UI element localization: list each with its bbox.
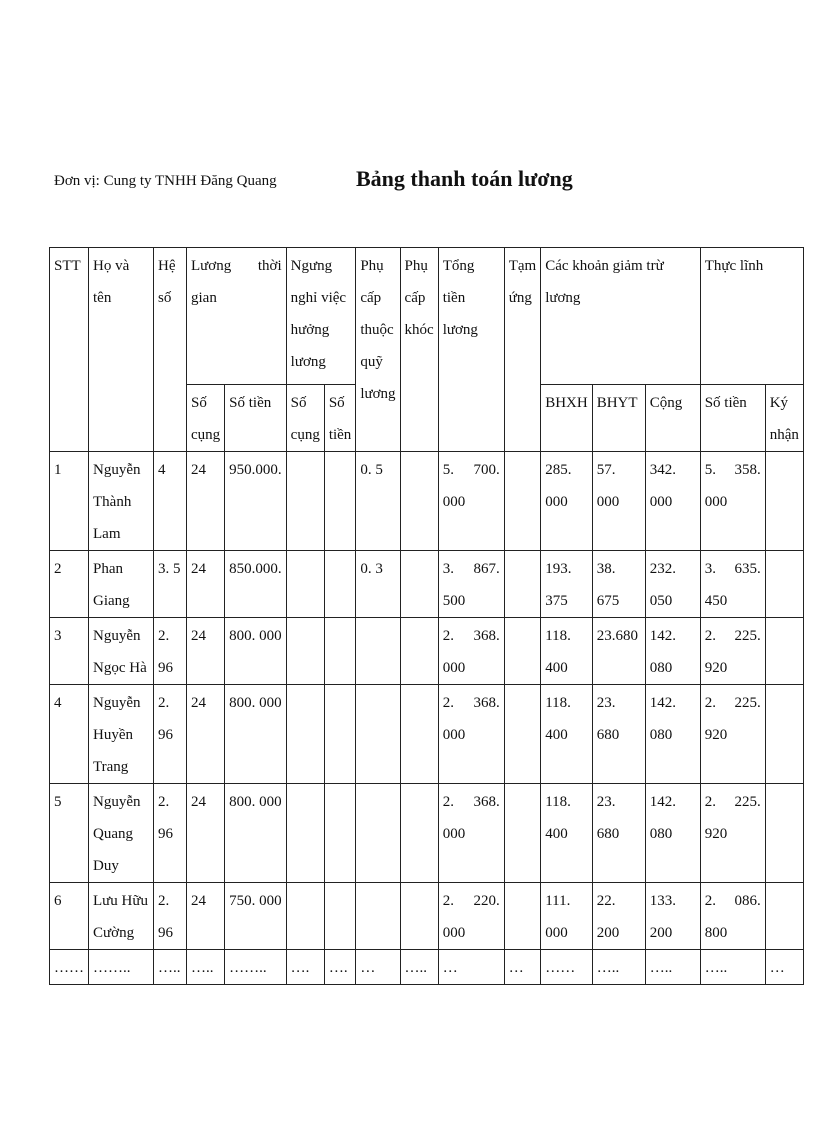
document-title: Bảng thanh toán lương [356,166,573,191]
cell-sum: 142. 080 [645,618,700,685]
cell-total: 5. 700. 000 [438,452,504,551]
payroll-table [49,247,804,985]
cell-amount: 850.000. [225,551,287,618]
cell-net: 2. 225. 920 [700,784,765,883]
cell-amount: 800. 000 [225,784,287,883]
cell-coef: 4 [154,452,187,551]
cell-sum: 142. 080 [645,685,700,784]
cell-leave-days [286,551,324,618]
cell-sign [765,551,803,618]
cell-amount: 800. 000 [225,618,287,685]
cell-name: Lưu Hữu Cường [89,883,154,950]
col-header-net-amount: Số tiền [700,385,765,452]
cell-coef: 2. 96 [154,883,187,950]
cell-total: 2. 368. 000 [438,784,504,883]
cell-advance [504,883,541,950]
cell-amount: 950.000. [225,452,287,551]
cell-leave-days [286,883,324,950]
cell-sum: 142. 080 [645,784,700,883]
cell-days: 24 [187,784,225,883]
cell-bhxh: 118. 400 [541,784,593,883]
col-header-days: Số cụng [187,385,225,452]
table-row [50,950,804,985]
col-header-time-salary: Lương thời gian [187,248,287,385]
cell-allow-other [400,618,438,685]
cell-allow-other [400,685,438,784]
cell-allow-other [400,784,438,883]
col-header-stt: STT [50,248,89,452]
table-row [50,452,804,551]
cell-sign [765,784,803,883]
col-header-bhyt: BHYT [592,385,645,452]
cell-amount: 750. 000 [225,883,287,950]
cell-coef: 2. 96 [154,685,187,784]
cell-bhyt: 38. 675 [592,551,645,618]
cell-sign [765,883,803,950]
cell-days: 24 [187,685,225,784]
cell-coef: 2. 96 [154,784,187,883]
cell-bhyt: 23.680 [592,618,645,685]
cell-allow-fund: 0. 3 [356,551,400,618]
cell-net: 2. 225. 920 [700,685,765,784]
cell-advance [504,452,541,551]
cell-total: 2. 368. 000 [438,685,504,784]
cell-stt: 5 [50,784,89,883]
cell-bhxh: 285. 000 [541,452,593,551]
cell-stt: 2 [50,551,89,618]
cell-bhyt: 23. 680 [592,685,645,784]
cell-sum: ….. [645,950,700,985]
cell-bhyt: 22. 200 [592,883,645,950]
header-row-1 [50,248,804,385]
cell-leave-amount [324,452,356,551]
cell-name: Nguyễn Ngọc Hà [89,618,154,685]
cell-bhxh: 111. 000 [541,883,593,950]
cell-allow-fund [356,784,400,883]
cell-bhxh: …… [541,950,593,985]
cell-allow-fund [356,618,400,685]
col-header-leave-days: Số cụng [286,385,324,452]
cell-net: 3. 635. 450 [700,551,765,618]
cell-name: Phan Giang [89,551,154,618]
cell-leave-amount [324,551,356,618]
col-header-bhxh: BHXH [541,385,593,452]
cell-allow-other [400,883,438,950]
cell-stt: 4 [50,685,89,784]
cell-leave-amount [324,685,356,784]
col-header-name: Họ và tên [89,248,154,452]
cell-stt: 3 [50,618,89,685]
cell-leave-amount [324,784,356,883]
col-header-leave: Ngưng nghỉ việc hưởng lương [286,248,356,385]
table-row [50,685,804,784]
cell-name: …….. [89,950,154,985]
cell-leave-days [286,452,324,551]
table-row [50,784,804,883]
cell-leave-days: …. [286,950,324,985]
cell-sum: 232. 050 [645,551,700,618]
cell-leave-amount [324,883,356,950]
cell-leave-days [286,618,324,685]
col-header-sum: Cộng [645,385,700,452]
cell-advance [504,618,541,685]
cell-bhxh: 118. 400 [541,685,593,784]
cell-allow-other [400,551,438,618]
cell-total: 2. 368. 000 [438,618,504,685]
cell-days: 24 [187,452,225,551]
cell-coef: ….. [154,950,187,985]
cell-net: ….. [700,950,765,985]
cell-stt: 6 [50,883,89,950]
cell-net: 2. 086. 800 [700,883,765,950]
cell-leave-days [286,685,324,784]
col-header-amount: Số tiền [225,385,287,452]
col-header-allowance-other: Phụ cấp khóc [400,248,438,452]
col-header-total: Tổng tiền lương [438,248,504,452]
cell-coef: 3. 5 [154,551,187,618]
cell-advance [504,685,541,784]
cell-allow-other [400,452,438,551]
cell-sum: 133. 200 [645,883,700,950]
table-row [50,551,804,618]
cell-net: 2. 225. 920 [700,618,765,685]
cell-amount: 800. 000 [225,685,287,784]
cell-bhyt: 23. 680 [592,784,645,883]
cell-advance [504,551,541,618]
cell-allow-fund: … [356,950,400,985]
cell-name: Nguyễn Quang Duy [89,784,154,883]
col-header-advance: Tạm ứng [504,248,541,452]
cell-sign [765,685,803,784]
cell-allow-fund [356,685,400,784]
table-row [50,883,804,950]
cell-name: Nguyễn Huyền Trang [89,685,154,784]
cell-allow-fund: 0. 5 [356,452,400,551]
col-header-net: Thực lĩnh [700,248,803,385]
cell-bhyt: 57. 000 [592,452,645,551]
table-row [50,618,804,685]
cell-sign: … [765,950,803,985]
cell-leave-amount: …. [324,950,356,985]
cell-stt: …… [50,950,89,985]
cell-bhyt: ….. [592,950,645,985]
cell-days: 24 [187,618,225,685]
cell-stt: 1 [50,452,89,551]
cell-advance [504,784,541,883]
cell-total: 3. 867. 500 [438,551,504,618]
col-header-allowance-fund: Phụ cấp thuộc quỹ lương [356,248,400,452]
cell-coef: 2. 96 [154,618,187,685]
cell-allow-fund [356,883,400,950]
unit-label: Đơn vị: Cung ty TNHH Đăng Quang [54,173,277,189]
col-header-leave-amount: Số tiền [324,385,356,452]
cell-sum: 342. 000 [645,452,700,551]
cell-allow-other: ….. [400,950,438,985]
cell-days: 24 [187,551,225,618]
col-header-deductions: Các khoản giảm trừ lương [541,248,701,385]
cell-net: 5. 358. 000 [700,452,765,551]
cell-bhxh: 193. 375 [541,551,593,618]
cell-bhxh: 118. 400 [541,618,593,685]
cell-leave-days [286,784,324,883]
cell-sign [765,452,803,551]
cell-days: ….. [187,950,225,985]
col-header-coefficient: Hệ số [154,248,187,452]
cell-advance: … [504,950,541,985]
cell-total: … [438,950,504,985]
cell-name: Nguyễn Thành Lam [89,452,154,551]
cell-amount: …….. [225,950,287,985]
cell-total: 2. 220. 000 [438,883,504,950]
cell-days: 24 [187,883,225,950]
cell-sign [765,618,803,685]
col-header-signature: Ký nhận [765,385,803,452]
cell-leave-amount [324,618,356,685]
